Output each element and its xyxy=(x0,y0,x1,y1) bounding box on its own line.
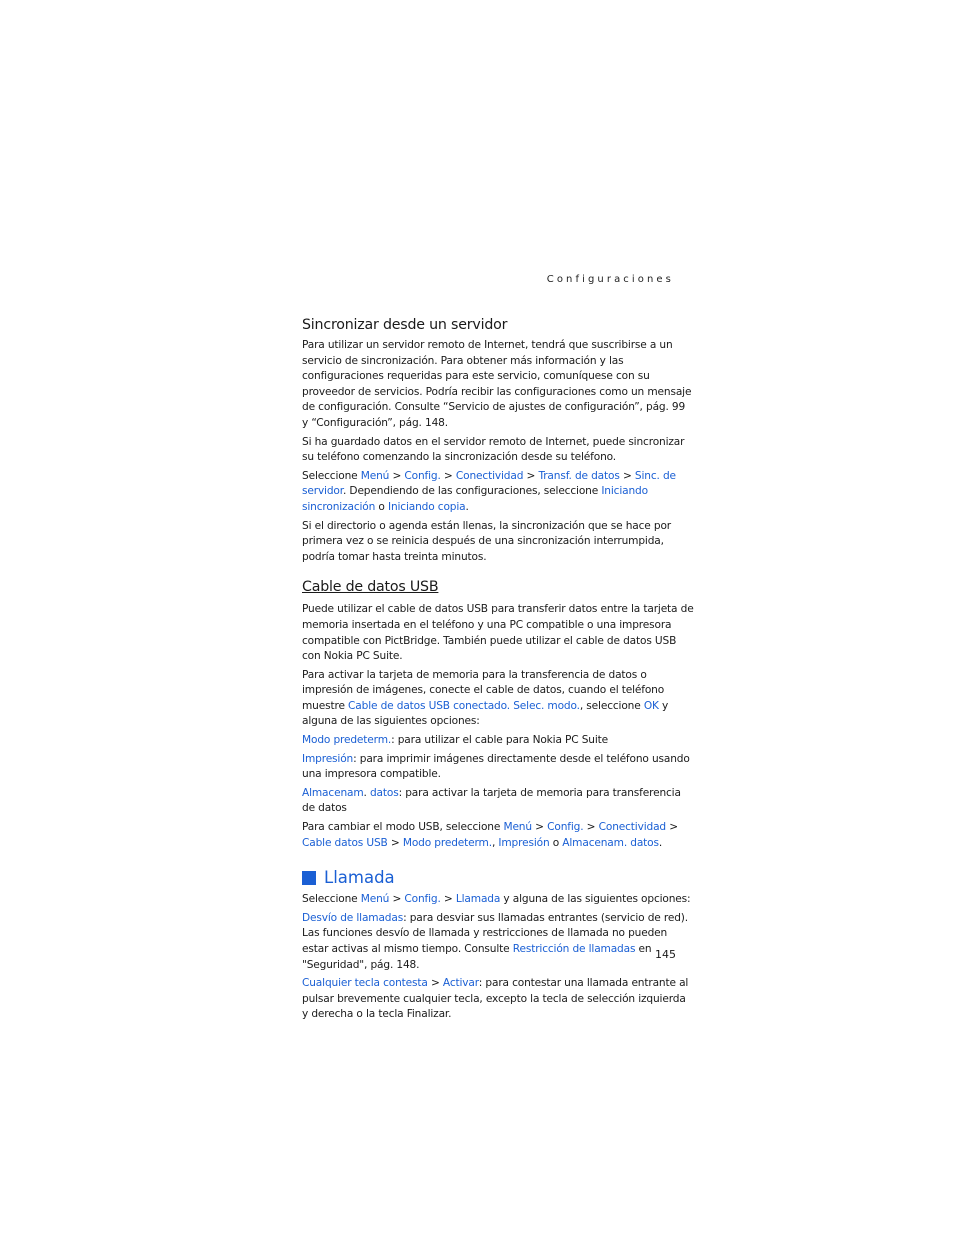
text: y alguna de las siguientes opciones: xyxy=(302,699,669,728)
text: > xyxy=(531,821,548,834)
text: . xyxy=(465,500,469,513)
menu-keyword: Almacenam. datos xyxy=(562,836,659,849)
text: . xyxy=(363,786,370,799)
text: . xyxy=(658,836,663,849)
menu-keyword: Conectividad xyxy=(455,469,524,482)
option-keyword: Restricción de llamadas xyxy=(512,943,636,955)
option-keyword: datos xyxy=(369,786,399,799)
paragraph-menu-path xyxy=(302,469,694,516)
text: o xyxy=(375,500,388,513)
option-item xyxy=(302,786,694,817)
paragraph: Si el directorio o agenda están llenas, la sincronización que se hace por primera vez o se reinicia después de una sincronización interrumpida, podría tomar hasta treinta minutos. xyxy=(302,519,671,563)
option-item xyxy=(302,733,694,749)
page-content xyxy=(302,315,694,1026)
option-item xyxy=(302,911,694,973)
paragraph: Si ha guardado datos en el servidor remoto de Internet, puede sincronizar su teléfono comenzando la sincronización desde su teléfono. xyxy=(302,435,685,464)
option-desc: : para activar la tarjeta de memoria para transferencia de datos xyxy=(302,786,681,815)
text: > xyxy=(583,821,599,834)
option-keyword: Impresión xyxy=(302,752,354,765)
text: Para activar la tarjeta de memoria para la transferencia de datos o impresión de imágenes, conecte el cable de datos, cuando el teléfono muestre xyxy=(302,668,665,712)
menu-keyword: Conectividad xyxy=(598,821,666,834)
heading-llamada xyxy=(302,867,694,889)
paragraph: Para utilizar un servidor remoto de Internet, tendrá que suscribirse a un servicio de sincronización. Para obtener más información y las configuraciones requeridas para este servicio, comuníquese con su proveedor de servicios. Podría recibir las configuraciones como un mensaje de configuración. Consulte “Servicio de ajustes de configuración”, pág. 99 y “Configuración”, pág. 148. xyxy=(302,339,692,429)
menu-keyword: Menú xyxy=(360,893,390,906)
text: > xyxy=(389,893,405,906)
paragraph-menu-path xyxy=(302,668,694,730)
menu-keyword: Menú xyxy=(503,821,532,834)
option-keyword: Modo predeterm. xyxy=(302,734,392,747)
text: o xyxy=(549,836,563,849)
option-desc: : para desviar sus llamadas entrantes (servicio de red). Las funciones desvío de llamada y restricciones de llamada no pueden estar activas al mismo tiempo. Consulte xyxy=(302,911,688,955)
text: > xyxy=(387,836,403,849)
text: Para cambiar el modo USB, seleccione xyxy=(302,821,504,834)
heading-llamada-text: Llamada xyxy=(324,868,395,888)
option-desc: : para utilizar el cable para Nokia PC Suite xyxy=(391,734,609,747)
page-number: 145 xyxy=(655,948,676,961)
option-desc: : para imprimir imágenes directamente desde el teléfono usando una impresora compatible. xyxy=(302,752,690,781)
menu-keyword: Config. xyxy=(547,821,584,834)
menu-keyword: Config. xyxy=(404,469,441,482)
menu-keyword: Modo predeterm. xyxy=(402,836,492,849)
option-keyword: Cualquier tecla contesta xyxy=(302,977,428,990)
square-bullet-icon xyxy=(302,871,316,885)
paragraph-menu-path xyxy=(302,820,694,851)
menu-keyword: Llamada xyxy=(455,893,501,906)
option-keyword: Almacenam xyxy=(302,786,364,799)
option-item xyxy=(302,752,694,783)
option-keyword: Activar xyxy=(442,977,479,990)
menu-keyword: OK xyxy=(643,699,659,712)
running-head: Configuraciones xyxy=(546,274,674,285)
paragraph-menu-path xyxy=(302,892,694,908)
option-item xyxy=(302,976,694,1023)
option-keyword: Desvío de llamadas xyxy=(302,911,404,924)
menu-keyword: Menú xyxy=(360,469,390,482)
menu-keyword: Iniciando copia xyxy=(387,500,466,513)
paragraph: Puede utilizar el cable de datos USB para transferir datos entre la tarjeta de memoria insertada en el teléfono y una PC compatible o una impresora compatible con PictBridge. También puede utilizar el cable de datos USB con Nokia PC Suite. xyxy=(302,603,694,663)
text: y alguna de las siguientes opciones: xyxy=(500,893,691,906)
heading-cable-usb: Cable de datos USB xyxy=(302,579,439,596)
menu-keyword: Cable datos USB xyxy=(302,836,388,849)
text: Seleccione xyxy=(302,893,361,906)
menu-keyword: Impresión xyxy=(498,836,550,849)
heading-sincronizar: Sincronizar desde un servidor xyxy=(302,317,508,333)
menu-keyword: Cable de datos USB conectado. Selec. modo. xyxy=(348,699,580,712)
text: Seleccione xyxy=(302,469,361,482)
text: > xyxy=(440,893,456,906)
text: > xyxy=(619,469,635,482)
text: > xyxy=(440,469,456,482)
text: . Dependiendo de las configuraciones, seleccione xyxy=(343,485,602,498)
text: > xyxy=(389,469,405,482)
menu-keyword: Transf. de datos xyxy=(538,469,620,482)
text: , xyxy=(491,836,499,849)
text: > xyxy=(523,469,539,482)
option-desc: en "Seguridad", pág. 148. xyxy=(302,943,652,971)
text: , seleccione xyxy=(579,699,644,712)
menu-keyword: Iniciando sincronización xyxy=(302,485,648,513)
menu-keyword: Config. xyxy=(404,893,441,906)
menu-keyword: Sinc. de servidor xyxy=(302,469,676,498)
text: > xyxy=(666,821,678,834)
text: > xyxy=(427,977,443,990)
option-desc: : para contestar una llamada entrante al pulsar brevemente cualquier tecla, excepto la tecla de selección izquierda y derecha o la tecla Finalizar. xyxy=(302,977,689,1021)
